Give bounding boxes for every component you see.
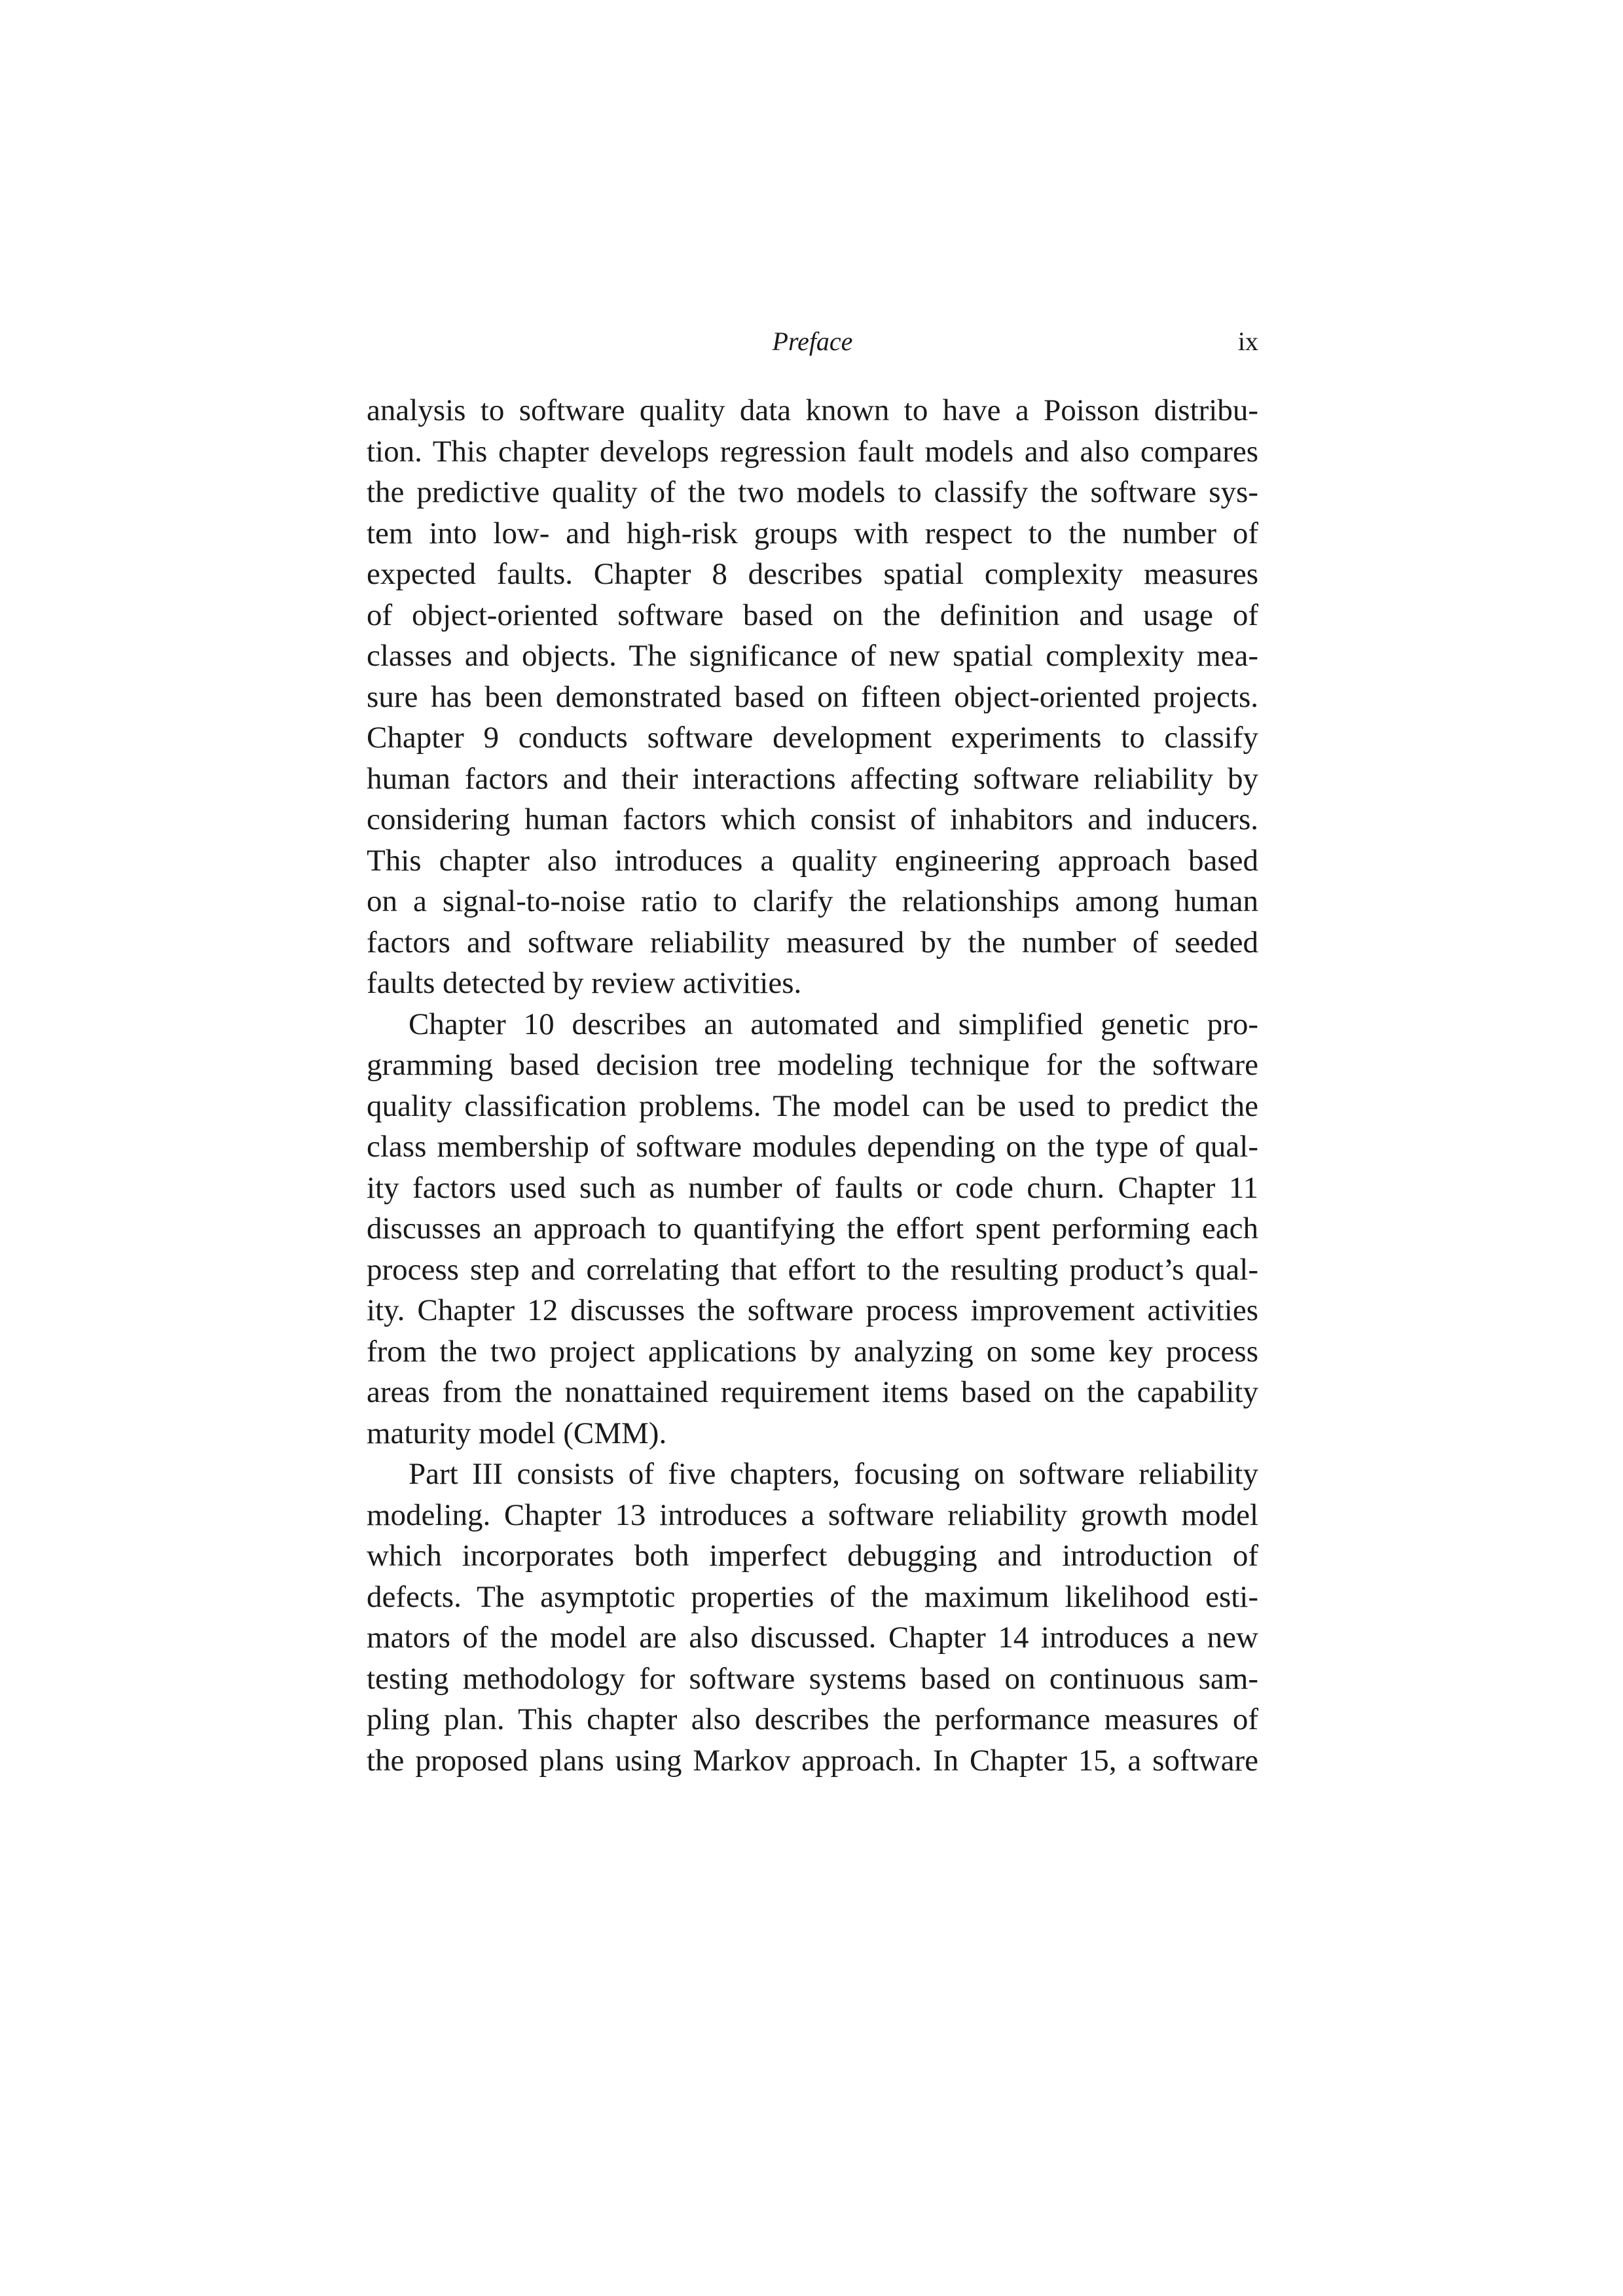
text-line: mators of the model are also discussed. Chapter 14 introduces a new [367,1621,1258,1655]
text-line: factors and software reliability measured by the number of seeded [367,925,1258,960]
text-line: Part III consists of five chapters, focusing on software reliability [409,1457,1258,1491]
running-head [367,322,1258,361]
paragraph [367,1454,1258,1781]
text-line: Chapter 9 conducts software development experiments to classify [367,721,1258,755]
running-title: Preface [772,327,853,356]
text-line: process step and correlating that effort to the resulting product’s qual- [367,1252,1258,1287]
text-line: areas from the nonattained requirement items based on the capability [367,1375,1258,1409]
text-line: discusses an approach to quantifying the effort spent performing each [367,1211,1258,1246]
text-line: which incorporates both imperfect debugging and introduction of [367,1539,1258,1573]
paragraph [367,390,1258,1004]
page-number: ix [1237,327,1258,356]
text-line: testing methodology for software systems based on continuous sam- [367,1661,1258,1696]
text-line: the predictive quality of the two models to classify the software sys- [367,475,1258,509]
text-line: on a signal-to-noise ratio to clarify the relationships among human [367,884,1258,918]
text-line: human factors and their interactions affecting software reliability by [367,761,1258,796]
text-line: pling plan. This chapter also describes the performance measures of [367,1702,1258,1736]
text-line: quality classification problems. The model can be used to predict the [367,1088,1258,1123]
text-line: classes and objects. The significance of new spatial complexity mea- [367,639,1258,673]
text-line: tion. This chapter develops regression fault models and also compares [367,434,1258,469]
text-line: analysis to software quality data known to have a Poisson distribu- [367,393,1258,427]
text-line: modeling. Chapter 13 introduces a software reliability growth model [367,1498,1258,1532]
text-line: sure has been demonstrated based on fifteen object-oriented projects. [367,679,1258,714]
text-line: considering human factors which consist of inhabitors and inducers. [367,802,1258,836]
text-line: This chapter also introduces a quality engineering approach based [367,843,1258,878]
text-line: ity factors used such as number of faults or code churn. Chapter 11 [367,1170,1258,1205]
text-line: from the two project applications by analyzing on some key process [367,1334,1258,1369]
text-line: defects. The asymptotic properties of the maximum likelihood esti- [367,1579,1258,1614]
text-line: ity. Chapter 12 discusses the software process improvement activities [367,1293,1258,1327]
text-line: Chapter 10 describes an automated and simplified genetic pro- [409,1007,1258,1041]
paragraph [367,1004,1258,1454]
text-line: faults detected by review activities. [367,966,802,1000]
body-text [367,390,1258,1781]
text-line: gramming based decision tree modeling technique for the software [367,1048,1258,1082]
text-line: expected faults. Chapter 8 describes spatial complexity measures [367,557,1258,591]
text-line: maturity model (CMM). [367,1416,667,1450]
text-line: class membership of software modules depending on the type of qual- [367,1130,1258,1164]
text-line: the proposed plans using Markov approach. In Chapter 15, a software [367,1743,1258,1778]
text-line: of object-oriented software based on the definition and usage of [367,598,1258,632]
text-line: tem into low- and high-risk groups with respect to the number of [367,516,1258,550]
